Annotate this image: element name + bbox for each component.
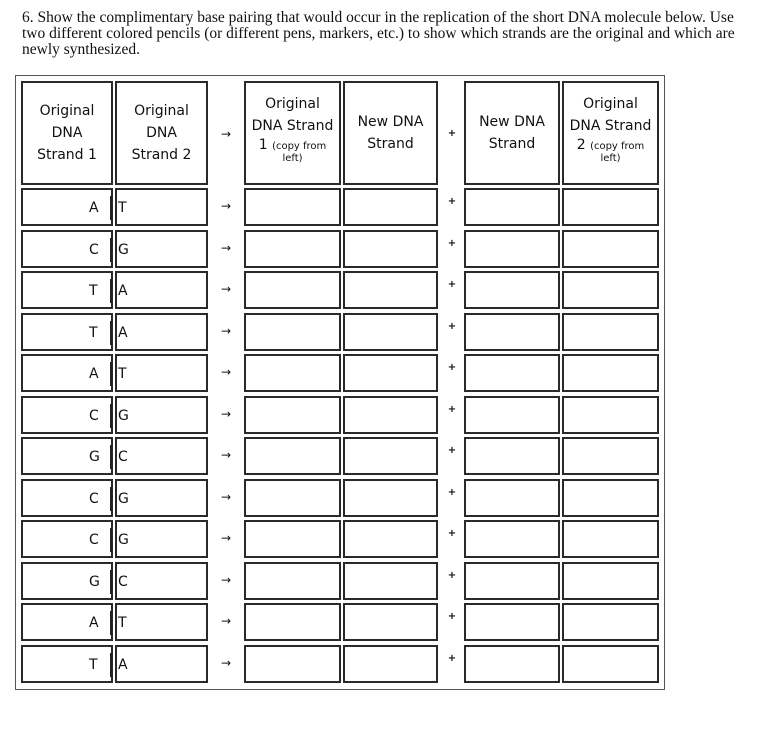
answer-cell-row-4-col-5[interactable] [464,313,560,351]
plus-icon: + [447,652,457,664]
answer-cell-row-5-col-6[interactable] [562,354,659,392]
plus-icon: + [447,196,457,207]
header-original-strand-2-line-2: DNA [146,125,177,141]
strand-cell-row-11-col-1 [21,603,113,641]
answer-cell-row-5-col-3[interactable] [244,354,341,392]
header-new-strand-b-line-1: New DNA [479,114,545,130]
strand-cell-row-4-col-2 [115,313,208,351]
base-left: A [89,366,99,382]
strand-cell-row-9-col-1 [21,520,113,558]
plus-icon: + [447,237,457,249]
base-right: G [118,490,129,507]
answer-cell-row-11-col-5[interactable] [464,603,560,641]
strand-cell-row-3-col-2 [115,271,208,309]
base-left: A [89,615,99,631]
base-left: C [89,407,99,424]
header-original-strand-2 [115,81,208,185]
header-original-strand-1-copy-note: (copy from [272,141,327,152]
strand-cell-row-10-col-2 [115,562,208,600]
answer-cell-row-9-col-5[interactable] [464,520,560,558]
strand-cell-row-11-col-2 [115,603,208,641]
base-pair-bond [110,196,112,220]
answer-cell-row-12-col-5[interactable] [464,645,560,683]
question-text: 6. Show the complimentary base pairing that would occur in the replication of the short DNA molecule below. Use two different colored pencils (or different pens, markers, etc.) to show which strands are the original and which are newly synthesized. [22,9,735,58]
header-original-strand-2-line-3: Strand 2 [131,147,192,163]
plus-icon: + [447,528,457,539]
answer-cell-row-4-col-4[interactable] [343,313,438,351]
header-original-strand-1 [21,81,113,185]
arrow-icon: → [220,614,232,628]
answer-cell-row-12-col-3[interactable] [244,645,341,683]
strand-cell-row-1-col-1 [21,188,113,226]
header-original-strand-1-copy-line-1: Original [265,96,320,112]
header-original-strand-1-line-2: DNA [51,125,83,141]
header-original-strand-1-copy-number-line [259,137,327,153]
header-plus-icon: + [447,128,457,139]
header-new-strand-b [464,81,560,185]
base-right: A [118,283,128,299]
answer-cell-row-10-col-4[interactable] [343,562,438,600]
base-right: A [118,656,128,673]
arrow-icon: → [220,572,232,587]
header-new-strand-a [343,81,438,185]
header-original-strand-2-copy-number: 2 [576,137,586,153]
answer-cell-row-12-col-6[interactable] [562,645,659,683]
answer-cell-row-6-col-4[interactable] [343,396,438,434]
base-right: T [118,615,127,631]
answer-cell-row-6-col-6[interactable] [562,396,659,434]
answer-cell-row-4-col-3[interactable] [244,313,341,351]
answer-cell-row-8-col-6[interactable] [562,479,659,517]
answer-cell-row-9-col-3[interactable] [244,520,341,558]
header-original-strand-1-line-3: Strand 1 [37,147,97,163]
strand-cell-row-8-col-2 [115,479,208,517]
arrow-icon: → [220,406,232,421]
base-left: G [89,449,100,465]
answer-cell-row-2-col-4[interactable] [343,230,438,268]
plus-icon: + [447,279,457,290]
answer-cell-row-10-col-3[interactable] [244,562,341,600]
plus-icon: + [447,403,457,415]
plus-icon: + [447,611,457,622]
header-original-strand-2-copy-line-2: DNA Strand [569,118,652,134]
answer-cell-row-1-col-6[interactable] [562,188,659,226]
answer-cell-row-1-col-4[interactable] [343,188,438,226]
arrow-icon: → [220,531,232,545]
base-pair-bond [110,611,112,635]
answer-cell-row-3-col-6[interactable] [562,271,659,309]
strand-cell-row-5-col-1 [21,354,113,392]
arrow-icon: → [220,240,232,255]
header-original-strand-1-copy-number: 1 [258,137,268,153]
base-left: C [89,490,99,507]
answer-cell-row-9-col-6[interactable] [562,520,659,558]
header-arrow-icon: → [220,127,232,141]
base-right: T [118,200,127,216]
answer-cell-row-8-col-4[interactable] [343,479,438,517]
strand-cell-row-6-col-1 [21,396,113,434]
answer-cell-row-1-col-5[interactable] [464,188,560,226]
answer-cell-row-7-col-3[interactable] [244,437,341,475]
arrow-icon: → [220,282,232,296]
base-pair-bond [110,321,112,345]
answer-cell-row-8-col-5[interactable] [464,479,560,517]
answer-cell-row-6-col-5[interactable] [464,396,560,434]
answer-cell-row-2-col-3[interactable] [244,230,341,268]
strand-cell-row-5-col-2 [115,354,208,392]
header-original-strand-2-copy-note: (copy from [590,141,645,152]
base-left: G [89,573,100,590]
base-pair-bond [110,570,112,594]
header-new-strand-a-line-1: New DNA [357,114,424,130]
answer-cell-row-6-col-3[interactable] [244,396,341,434]
answer-cell-row-11-col-4[interactable] [343,603,438,641]
base-pair-bond [110,653,112,677]
base-left: T [89,324,98,341]
header-new-strand-a-line-2: Strand [367,136,414,152]
arrow-icon: → [220,199,232,213]
base-left: T [89,283,98,299]
base-right: A [118,324,128,341]
base-right: C [118,449,128,465]
answer-cell-row-7-col-6[interactable] [562,437,659,475]
header-original-strand-2-copy [562,81,659,185]
header-original-strand-2-copy-number-line [577,137,645,153]
base-pair-bond [110,487,112,511]
answer-cell-row-12-col-4[interactable] [343,645,438,683]
header-original-strand-2-line-1: Original [134,103,189,119]
strand-cell-row-12-col-1 [21,645,113,683]
strand-cell-row-7-col-2 [115,437,208,475]
answer-cell-row-1-col-3[interactable] [244,188,341,226]
header-original-strand-2-copy-note-end: left) [600,153,621,164]
answer-cell-row-2-col-5[interactable] [464,230,560,268]
arrow-icon: → [220,489,232,504]
answer-cell-row-7-col-5[interactable] [464,437,560,475]
header-original-strand-1-copy-line-2: DNA Strand [251,118,334,134]
base-right: G [118,241,129,258]
base-pair-bond [110,238,112,262]
base-right: G [118,532,129,548]
strand-cell-row-4-col-1 [21,313,113,351]
answer-cell-row-7-col-4[interactable] [343,437,438,475]
plus-icon: + [447,320,457,332]
base-pair-bond [110,404,112,428]
answer-cell-row-10-col-6[interactable] [562,562,659,600]
base-pair-bond [110,445,112,469]
base-left: C [89,241,99,258]
plus-icon: + [447,569,457,581]
answer-cell-row-4-col-6[interactable] [562,313,659,351]
strand-cell-row-6-col-2 [115,396,208,434]
strand-cell-row-2-col-2 [115,230,208,268]
replication-table [15,75,665,690]
base-pair-bond [110,362,112,386]
arrow-icon: → [220,655,232,670]
header-original-strand-1-copy-note-end: left) [282,153,303,164]
answer-cell-row-5-col-5[interactable] [464,354,560,392]
answer-cell-row-11-col-6[interactable] [562,603,659,641]
base-pair-bond [110,528,112,552]
base-right: G [118,407,129,424]
header-original-strand-2-copy-line-1: Original [583,96,638,112]
base-left: C [89,532,99,548]
strand-cell-row-9-col-2 [115,520,208,558]
strand-cell-row-2-col-1 [21,230,113,268]
arrow-icon: → [220,365,232,379]
plus-icon: + [447,486,457,498]
answer-cell-row-10-col-5[interactable] [464,562,560,600]
base-pair-bond [110,279,112,303]
answer-cell-row-3-col-3[interactable] [244,271,341,309]
header-original-strand-1-copy [244,81,341,185]
answer-cell-row-3-col-4[interactable] [343,271,438,309]
plus-icon: + [447,362,457,373]
header-new-strand-b-line-2: Strand [488,136,536,152]
base-right: T [118,366,127,382]
answer-cell-row-8-col-3[interactable] [244,479,341,517]
strand-cell-row-12-col-2 [115,645,208,683]
arrow-icon: → [220,323,232,338]
base-right: C [118,573,128,590]
answer-cell-row-9-col-4[interactable] [343,520,438,558]
base-left: A [89,200,99,216]
plus-icon: + [447,445,457,456]
answer-cell-row-2-col-6[interactable] [562,230,659,268]
strand-cell-row-8-col-1 [21,479,113,517]
arrow-icon: → [220,448,232,462]
answer-cell-row-5-col-4[interactable] [343,354,438,392]
answer-cell-row-3-col-5[interactable] [464,271,560,309]
strand-cell-row-1-col-2 [115,188,208,226]
strand-cell-row-3-col-1 [21,271,113,309]
answer-cell-row-11-col-3[interactable] [244,603,341,641]
header-original-strand-1-line-1: Original [39,103,95,119]
base-left: T [89,656,98,673]
